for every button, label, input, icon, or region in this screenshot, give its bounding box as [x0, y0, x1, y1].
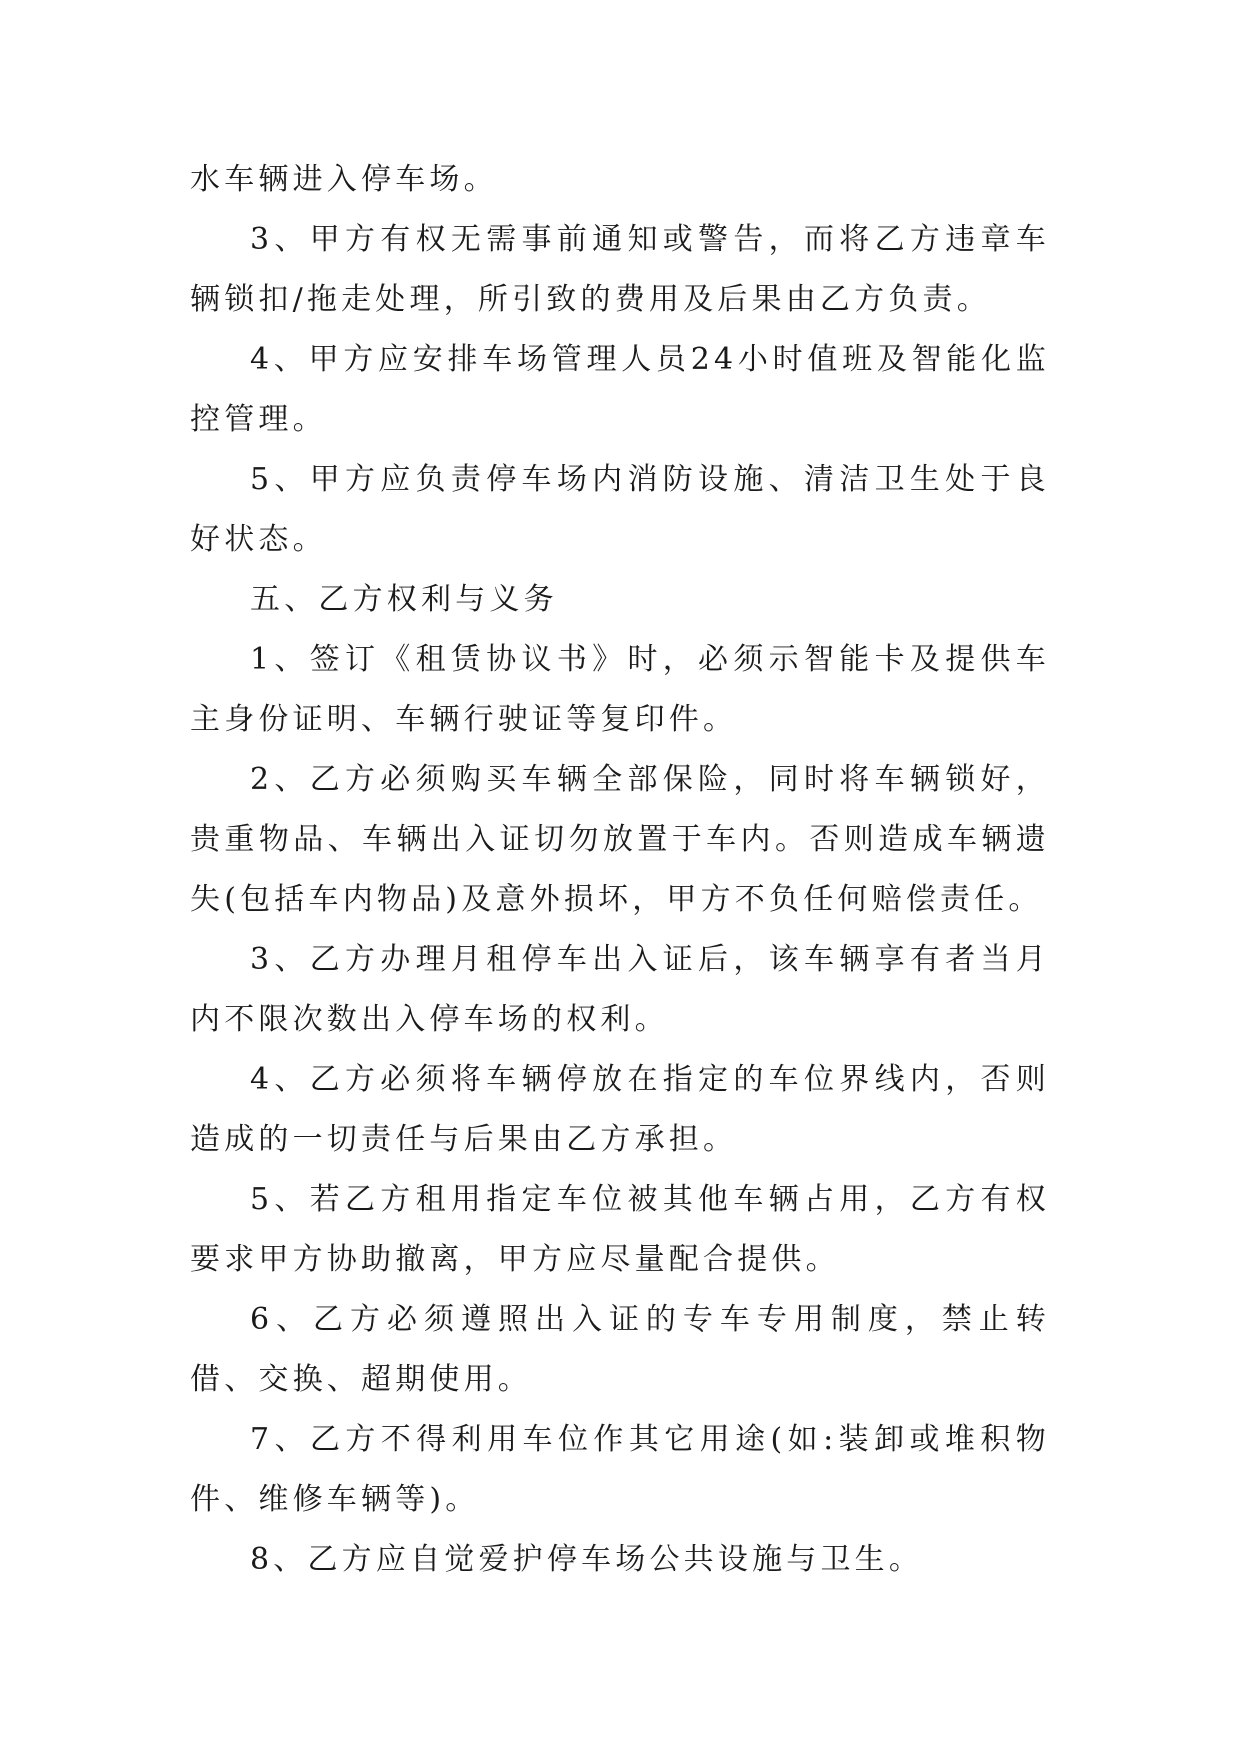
paragraph-item-b4: 4、乙方必须将车辆停放在指定的车位界线内，否则造成的一切责任与后果由乙方承担。: [190, 1062, 1050, 1157]
paragraph-item-b8: 8、乙方应自觉爱护停车场公共设施与卫生。: [250, 1542, 924, 1577]
paragraph-item-b2: 2、乙方必须购买车辆全部保险，同时将车辆锁好，贵重物品、车辆出入证切勿放置于车内。否则造成车辆遗失(包括车内物品)及意外损坏，甲方不负任何赔偿责任。: [190, 762, 1050, 917]
paragraph-item-b7: 7、乙方不得利用车位作其它用途(如:装卸或堆积物件、维修车辆等)。: [190, 1422, 1050, 1517]
paragraph-continuation: 水车辆进入停车场。: [190, 162, 498, 197]
paragraph-item-a4: 4、甲方应安排车场管理人员24小时值班及智能化监控管理。: [190, 342, 1050, 437]
paragraph-item-b3: 3、乙方办理月租停车出入证后，该车辆享有者当月内不限次数出入停车场的权利。: [190, 942, 1050, 1037]
paragraph-item-a3: 3、甲方有权无需事前通知或警告，而将乙方违章车辆锁扣/拖走处理，所引致的费用及后果由乙方负责。: [190, 222, 1050, 317]
paragraph-item-a5: 5、甲方应负责停车场内消防设施、清洁卫生处于良好状态。: [190, 462, 1050, 557]
document-body: [190, 150, 1050, 1590]
paragraph-item-b6: 6、乙方必须遵照出入证的专车专用制度，禁止转借、交换、超期使用。: [190, 1302, 1050, 1397]
paragraph-item-b1: 1、签订《租赁协议书》时，必须示智能卡及提供车主身份证明、车辆行驶证等复印件。: [190, 642, 1050, 737]
paragraph-item-b5: 5、若乙方租用指定车位被其他车辆占用，乙方有权要求甲方协助撤离，甲方应尽量配合提供。: [190, 1182, 1050, 1277]
section-heading: 五、乙方权利与义务: [250, 582, 558, 617]
